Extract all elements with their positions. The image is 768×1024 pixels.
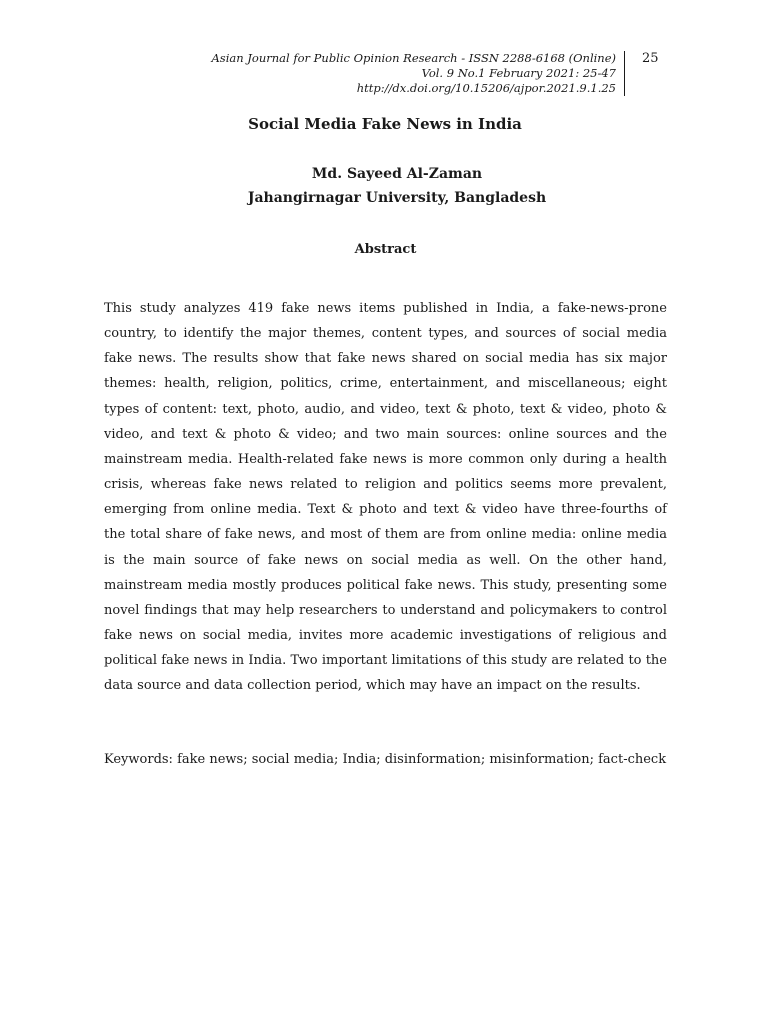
keywords: Keywords: fake news; social media; India; disinformation; misinformation; fact-check [104,752,667,767]
abstract-body: This study analyzes 419 fake news items published in India, a fake-news-prone country, to identify the major themes, content types, and sources of social media fake news. The results show that fake news shared on social media has six major themes: health, religion, politics, crime, entertainment, and miscellaneous; eight types of content: text, photo, audio, and video, text & photo, text & video, photo & video, and text & photo & video; and two main sources: online sources and the mainstream media. Health-related fake news is more common only during a health crisis, whereas fake news related to religion and politics seems more prevalent, emerging from online media. Text & photo and text & video have three-fourths of the total share of fake news, and most of them are from online media: online media is the main source of fake news on social media as well. On the other hand, mainstream media mostly produces political fake news. This study, presenting some novel findings that may help researchers to understand and policymakers to control fake news on social media, invites more academic investigations of religious and political fake news in India. Two important limitations of this study are related to the data source and data collection period, which may have an impact on the results. [104,301,667,694]
author-name: Md. Sayeed Al-Zaman [311,166,483,182]
journal-name: Asian Journal for Public Opinion Research - ISSN 2288-6168 (Online) [211,51,616,65]
journal-doi: http://dx.doi.org/10.15206/ajpor.2021.9.1.25 [356,81,616,95]
page-number: 25 [642,51,659,66]
abstract-heading: Abstract [354,242,417,257]
author-affiliation: Jahangirnagar University, Bangladesh [247,190,547,206]
journal-volume: Vol. 9 No.1 February 2021: 25-47 [421,66,616,80]
paper-title: Social Media Fake News in India [248,115,522,133]
journal-header [196,51,625,96]
